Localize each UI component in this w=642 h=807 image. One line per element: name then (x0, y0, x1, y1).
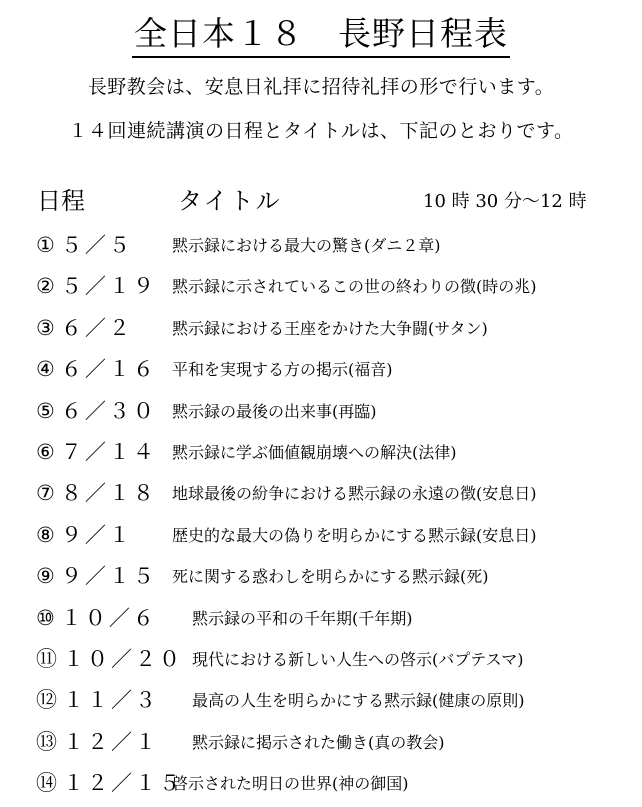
schedule-header (0, 185, 642, 217)
row-date-text: ９／１ (60, 522, 133, 547)
row-date (36, 769, 183, 797)
row-mark: ⑪ (36, 646, 57, 671)
row-mark: ⑥ (36, 439, 55, 464)
row-mark: ③ (36, 315, 55, 340)
schedule-row (0, 725, 642, 766)
schedule-row (0, 559, 642, 600)
schedule-list (0, 228, 642, 800)
row-title: 啓示された明日の世界(神の御国) (172, 774, 409, 794)
row-date-text: １０／２０ (63, 646, 183, 671)
row-title: 黙示録における最大の驚き(ダニ２章) (172, 236, 441, 255)
row-mark: ⑬ (36, 729, 57, 754)
row-date-text: ９／１５ (60, 564, 157, 589)
row-title: 地球最後の紛争における黙示録の永遠の徴(安息日) (172, 484, 537, 504)
row-mark: ⑨ (36, 564, 55, 589)
row-date-text: ８／１８ (60, 481, 157, 506)
row-date-text: １１／３ (63, 688, 159, 713)
schedule-row (0, 311, 642, 352)
header-title: タイトル (178, 187, 282, 215)
row-date (36, 397, 166, 425)
row-mark: ⑫ (36, 688, 57, 713)
document-title (0, 12, 642, 58)
row-mark: ⑤ (36, 398, 55, 423)
row-date (36, 562, 166, 590)
row-date-text: １２／１ (63, 729, 159, 754)
row-date-text: ６／２ (60, 315, 133, 340)
schedule-row (0, 518, 642, 559)
row-date (36, 686, 166, 714)
header-time: 10 時 30 分～12 時 (423, 191, 587, 212)
row-mark: ⑦ (36, 481, 55, 506)
schedule-row (0, 642, 642, 683)
schedule-row (0, 601, 642, 642)
row-title: 黙示録の最後の出来事(再臨) (172, 401, 377, 421)
row-mark: ② (36, 274, 55, 299)
row-date (36, 231, 166, 259)
row-date (36, 645, 183, 673)
schedule-row (0, 683, 642, 724)
intro-line-2: １４回連続講演の日程とタイトルは、下記のとおりです。 (68, 120, 574, 142)
row-date-text: ５／５ (60, 233, 133, 257)
intro-line-1: 長野教会は、安息日礼拝に招待礼拝の形で行います。 (87, 76, 555, 98)
document-title-text: 全日本１８ 長野日程表 (132, 12, 510, 58)
schedule-row (0, 394, 642, 435)
row-mark: ⑩ (36, 605, 55, 630)
row-mark: ④ (36, 357, 55, 382)
schedule-row (0, 352, 642, 393)
row-date (36, 479, 166, 507)
row-date-text: ５／１９ (60, 274, 157, 299)
row-title: 最高の人生を明らかにする黙示録(健康の原則) (192, 691, 525, 711)
row-date (36, 521, 166, 549)
row-title: 平和を実現する方の掲示(福音) (172, 360, 393, 380)
row-title: 現代における新しい人生への啓示(バプテスマ) (192, 649, 524, 669)
row-date-text: １０／６ (60, 605, 157, 630)
schedule-row (0, 269, 642, 310)
row-date (36, 355, 166, 383)
row-date (36, 728, 166, 756)
schedule-row (0, 435, 642, 476)
row-mark: ⑭ (36, 771, 57, 796)
header-date: 日程 (37, 187, 85, 215)
row-title: 黙示録に学ぶ価値観崩壊への解決(法律) (172, 442, 457, 462)
row-date-text: ６／１６ (60, 357, 157, 382)
row-date (36, 272, 166, 300)
row-title: 死に関する惑わしを明らかにする黙示録(死) (172, 567, 489, 587)
row-date (36, 438, 166, 466)
schedule-row (0, 476, 642, 517)
schedule-row (0, 228, 642, 269)
row-title: 歴史的な最大の偽りを明らかにする黙示録(安息日) (172, 525, 537, 545)
row-mark: ⑧ (36, 522, 55, 547)
row-title: 黙示録における王座をかけた大争闘(サタン) (172, 318, 488, 338)
row-date-text: １２／１５ (63, 771, 183, 796)
row-title: 黙示録に示されているこの世の終わりの徴(時の兆) (172, 277, 537, 297)
row-date-text: ７／１４ (60, 439, 157, 464)
row-date (36, 604, 166, 632)
row-title: 黙示録の平和の千年期(千年期) (192, 608, 413, 628)
row-mark: ① (36, 233, 55, 257)
row-title: 黙示録に掲示された働き(真の教会) (192, 732, 445, 752)
row-date-text: ６／３０ (60, 398, 157, 423)
row-date (36, 314, 166, 342)
